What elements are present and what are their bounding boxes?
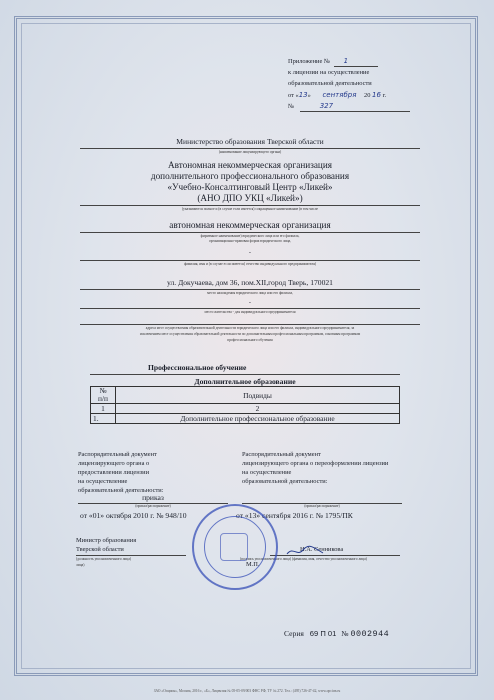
right-doc-line-4: образовательной деятельности: [242, 478, 328, 485]
licensing-authority: Министерство образования Тверской области [176, 137, 324, 146]
activity-caption-2: исключением мест осуществления образовательной деятельности по дополнительным профессиональным программам, основным программам [139, 332, 361, 336]
series-line [284, 630, 389, 638]
org-form-caption-1: фирменное наименование) юридического лица или его филиала, [200, 234, 300, 238]
date-day: 13 [298, 91, 308, 99]
org-form-underline [80, 232, 420, 233]
subtypes-table [90, 386, 400, 424]
annex-number-underline [334, 66, 378, 67]
table-header-subtypes: Подвиды [116, 387, 400, 404]
activity-underline [80, 324, 420, 325]
left-doc-line-4: на осуществление [78, 478, 128, 485]
org-name-short: (АНО ДПО УКЦ «Ликей») [197, 193, 303, 203]
serial-no-prefix: № [341, 629, 349, 638]
serial-number: 0002944 [350, 629, 390, 639]
left-doc-line-3: предоставлении лицензии [78, 469, 149, 476]
series-value: 69 П 01 [309, 629, 337, 638]
authority-underline [80, 148, 420, 149]
authority-caption: (наименование лицензирующего органа) [218, 150, 282, 154]
left-doc-caption: (приказ/распоряжение) [135, 504, 171, 508]
entrepreneur-underline [80, 260, 420, 261]
org-form-caption-2: организационно-правовая форма юридического лица, [208, 239, 291, 243]
seal-place-label: М.П. [246, 561, 260, 568]
license-number: 327 [319, 102, 334, 110]
left-doc-line-1: Распорядительный документ [78, 451, 157, 458]
table-cell: Дополнительное профессиональное образование [116, 414, 400, 424]
signer-caption-left-2: лица) [76, 563, 85, 567]
left-doc-line-5: образовательной деятельности: [78, 487, 164, 494]
annex-number: 1 [343, 57, 349, 65]
org-name-line-3: «Учебно-Консалтинговый Центр «Ликей» [167, 182, 333, 192]
residence-underline [80, 308, 420, 309]
seal-emblem [220, 533, 248, 561]
date-close: » [307, 92, 311, 99]
license-number-underline [300, 111, 410, 112]
table-cell: 1 [91, 404, 116, 414]
signer-caption-left: (должность уполномоченного лица) [76, 557, 132, 561]
org-name-caption: (указываются полное и (в случае если имеется) сокращенное наименование (в том числе [181, 207, 319, 211]
table-cell: 2 [116, 404, 400, 414]
table-row [91, 414, 400, 424]
license-no-prefix: № [288, 103, 295, 110]
org-address: ул. Докучаева, дом 36, пом.XII,город Тверь, 170021 [167, 278, 333, 287]
date-month: сентября [322, 91, 357, 99]
handwritten-signature [285, 544, 325, 558]
right-doc-line-3: на осуществление [242, 469, 292, 476]
entrepreneur-caption: фамилия, имя и (в случае если имеется) отчество индивидуального предпринимателя) [183, 262, 317, 266]
left-doc-type: приказ [142, 493, 164, 502]
activity-caption-3: профессионального обучения [227, 338, 273, 342]
annex-date [288, 92, 386, 99]
series-label: Серия [284, 629, 304, 638]
address-caption-2: место жительства - для индивидуального предпринимателя [204, 310, 296, 314]
printer-footer: ЗАО «Опцион», Москва, 2016 г., «Б», Лицензия № 05-05-09/003 ФНС РФ, ТУ № 272. Тел.: (495) 726-47-42, www.opcion.ru [153, 689, 341, 693]
date-open: от « [288, 92, 299, 99]
table-header-number [91, 387, 116, 404]
right-doc-caption: (приказ/распоряжение) [304, 504, 340, 508]
right-doc-line-2: лицензирующего органа о переоформлении лицензии [242, 460, 389, 467]
org-name-underline [80, 205, 420, 206]
professional-training-heading: Профессиональное обучение [148, 363, 247, 372]
signer-caption-right: (подпись уполномоченного лица) (фамилия, имя, отчество уполномоченного лица) [240, 557, 367, 561]
date-year-prefix: 20 [364, 92, 371, 99]
annex-prefix: Приложение № [288, 58, 330, 65]
right-doc-date: от «13» сентября 2016 г. № 1795/ПК [236, 511, 353, 520]
signer-title-1: Министр образования [76, 537, 137, 544]
table-row [91, 404, 400, 414]
signer-title-underline [76, 555, 186, 556]
annex-license-ref: к лицензии на осуществление [288, 69, 370, 76]
activity-caption-1: адреса мест осуществления образовательной деятельности юридического лица или его филиала, индивидуального предпринимателя, за [145, 326, 355, 330]
signer-name: Н.А. Сенникова [300, 546, 344, 553]
table-cell: 1. [91, 414, 116, 424]
address-dash: - [248, 299, 252, 306]
annex-activity-ref: образовательной деятельности [288, 80, 372, 87]
org-name-line-2: дополнительного профессионального образования [150, 171, 350, 181]
header-no-2: п/п [98, 394, 108, 403]
additional-education-heading: Дополнительное образование [194, 377, 296, 386]
header-no: № [99, 386, 107, 395]
right-doc-line-1: Распорядительный документ [242, 451, 321, 458]
table-header-row [91, 387, 400, 404]
org-name-line-1: Автономная некоммерческая организация [168, 160, 332, 170]
address-caption-1: место нахождения юридического лица или его филиала, [207, 291, 293, 295]
annex-license-no [288, 103, 333, 110]
date-suffix: г. [382, 92, 387, 99]
signer-title-2: Тверской области [76, 546, 124, 553]
address-underline [80, 289, 420, 290]
prof-training-underline [90, 374, 400, 375]
left-doc-line-2: лицензирующего органа о [78, 460, 150, 467]
annex-title [288, 58, 348, 65]
date-year: 16 [372, 91, 381, 99]
entrepreneur-dash: - [248, 249, 252, 256]
org-legal-form: автономная некоммерческая организация [169, 220, 331, 230]
left-doc-date: от «01» октября 2010 г. № 948/10 [80, 511, 187, 520]
